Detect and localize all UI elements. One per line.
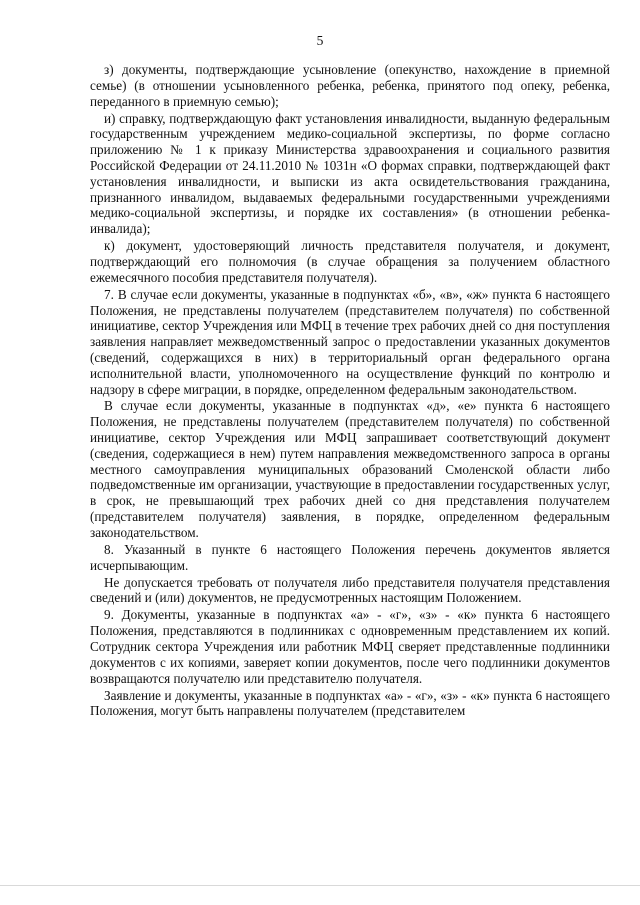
paragraph-clause-8-continued: Не допускается требовать от получателя либо представителя получателя представления сведений и (или) документов, не предусмотренных настоящим Положением. [90, 574, 610, 606]
paragraph-clause-8: 8. Указанный в пункте 6 настоящего Положения перечень документов является исчерпывающим. [90, 541, 610, 573]
paragraph-subitem-z: з) документы, подтверждающие усыновление (опекунство, нахождение в приемной семье) (в отношении усыновленного ребенка, ребенка, принятого под опеку, ребенка, переданного в приемную семью); [90, 62, 610, 109]
paragraph-clause-7: 7. В случае если документы, указанные в подпунктах «б», «в», «ж» пункта 6 настоящего Положения, не представлены получателем (представителем получателя) по собственной инициативе, сектор Учреждения или МФЦ в течение трех рабочих дней со дня поступления заявления направляет межведомственный запрос о предоставлении указанных документов (сведений, содержащихся в них) в территориальный орган федерального органа исполнительной власти, уполномоченного на осуществление функций по контролю и надзору в сфере миграции, в порядке, определенном федеральным законодательством. [90, 286, 610, 397]
document-body [90, 62, 610, 719]
paragraph-clause-7-continued: В случае если документы, указанные в подпунктах «д», «е» пункта 6 настоящего Положения, не представлены получателем (представителем получателя) по собственной инициативе, сектор Учреждения или МФЦ запрашивает соответствующий документ (сведения, содержащиеся в нем) путем направления межведомственного запроса в органы местного самоуправления муниципальных образований Смоленской области либо подведомственные им организации, участвующие в предоставлении государственных услуг, в срок, не превышающий трех рабочих дней со дня представления получателем (представителем получателя) заявления, в порядке, определенном федеральным законодательством. [90, 398, 610, 540]
paragraph-subitem-i: и) справку, подтверждающую факт установления инвалидности, выданную федеральным государственным учреждением медико-социальной экспертизы, по форме согласно приложению № 1 к приказу Министерства здравоохранения и социального развития Российской Федерации от 24.11.2010 № 1031н «О формах справки, подтверждающей факт установления инвалидности, и выписки из акта освидетельствования гражданина, признанного инвалидом, выдаваемых федеральными государственными учреждениями медико-социальной экспертизы, и порядке их составления» (в отношении ребенка-инвалида); [90, 110, 610, 237]
page-number: 5 [316, 33, 324, 48]
paragraph-clause-9-continued: Заявление и документы, указанные в подпунктах «а» - «г», «з» - «к» пункта 6 настоящего Положения, могут быть направлены получателем (представителем [90, 687, 610, 719]
paragraph-subitem-k: к) документ, удостоверяющий личность представителя получателя, и документ, подтверждающий его полномочия (в случае обращения за получением областного ежемесячного пособия представителя получателя). [90, 238, 610, 285]
paragraph-clause-9: 9. Документы, указанные в подпунктах «а» - «г», «з» - «к» пункта 6 настоящего Положения, представляются в подлинниках с одновременным представлением их копий. Сотрудник сектора Учреждения или работник МФЦ сверяет представленные подлинники документов с их копиями, заверяет копии документов, после чего подлинники документов возвращаются получателю или представителю получателя. [90, 607, 610, 686]
bottom-edge-line [0, 885, 640, 886]
